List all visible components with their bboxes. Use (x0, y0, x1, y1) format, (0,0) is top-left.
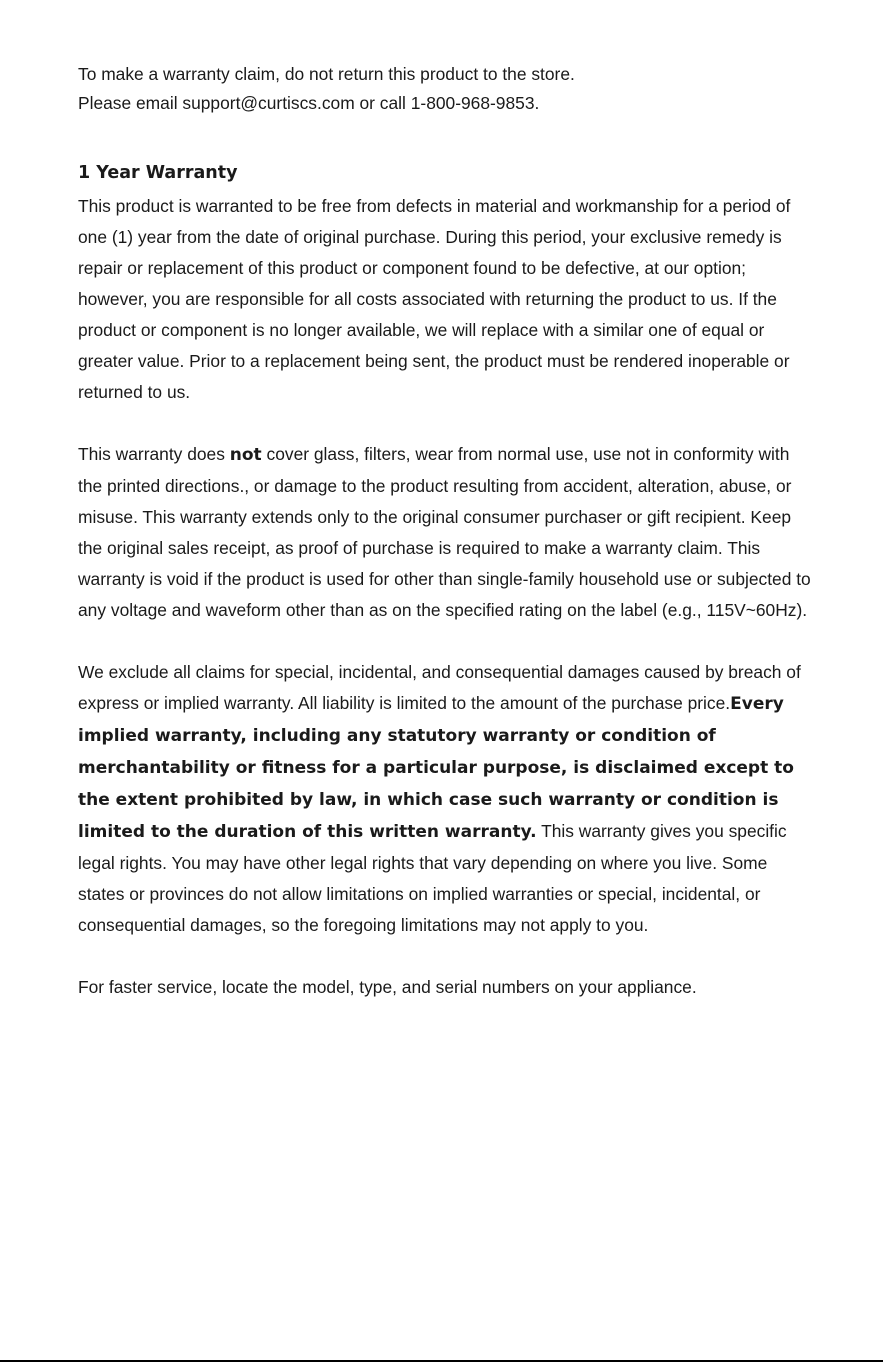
warranty-coverage-paragraph: This product is warranted to be free from defects in material and workmanship for a period of one (1) year from the date of original purchase. During this period, your exclusive remedy is repair or replacement of this product or component found to be defective, at our option; however, you are responsible for all costs associated with returning the product to us. If the product or component is no longer available, we will replace with a similar one of equal or greater value. Prior to a replacement being sent, the product must be rendered inoperable or returned to us. (78, 196, 791, 402)
service-info-paragraph: For faster service, locate the model, type, and serial numbers on your appliance. (78, 977, 697, 997)
contact-block (78, 60, 813, 118)
exclusions-text-rest: cover glass, filters, wear from normal use, use not in conformity with the printed directions., or damage to the product resulting from accident, alteration, abuse, or misuse. This warranty extends only to the original consumer purchaser or gift recipient. Keep the original sales receipt, as proof of purchase is required to make a warranty claim. This warranty is void if the product is used for other than single-family household use or subjected to any voltage and waveform other than as on the specified rating on the label (e.g., 115V~60Hz). (78, 444, 811, 620)
contact-line-store: To make a warranty claim, do not return this product to the store. (78, 64, 575, 84)
exclusions-text-start: This warranty does (78, 444, 230, 464)
warranty-liability-paragraph (78, 657, 813, 941)
liability-text-end: This warranty gives you specific legal rights. You may have other legal rights that vary depending on where you live. Some states or provinces do not allow limitations on implied warranties or special, incidental, or consequential damages, so the foregoing limitations may not apply to you. (78, 821, 787, 935)
warranty-exclusions-paragraph (78, 439, 813, 626)
warranty-page (78, 60, 813, 1034)
contact-line-support: Please email support@curtiscs.com or call 1-800-968-9853. (78, 93, 540, 113)
liability-text-start: We exclude all claims for special, incidental, and consequential damages caused by breach of express or implied warranty. All liability is limited to the amount of the purchase price. (78, 662, 801, 713)
exclusions-emphasis: not (229, 445, 262, 465)
warranty-heading: 1 Year Warranty (78, 163, 238, 183)
liability-disclaimer: Every implied warranty, including any statutory warranty or condition of merchantability or fitness for a particular purpose, is disclaimed except to the extent prohibited by law, in which case such warranty or condition is limited to the duration of this written warranty. (78, 694, 794, 842)
